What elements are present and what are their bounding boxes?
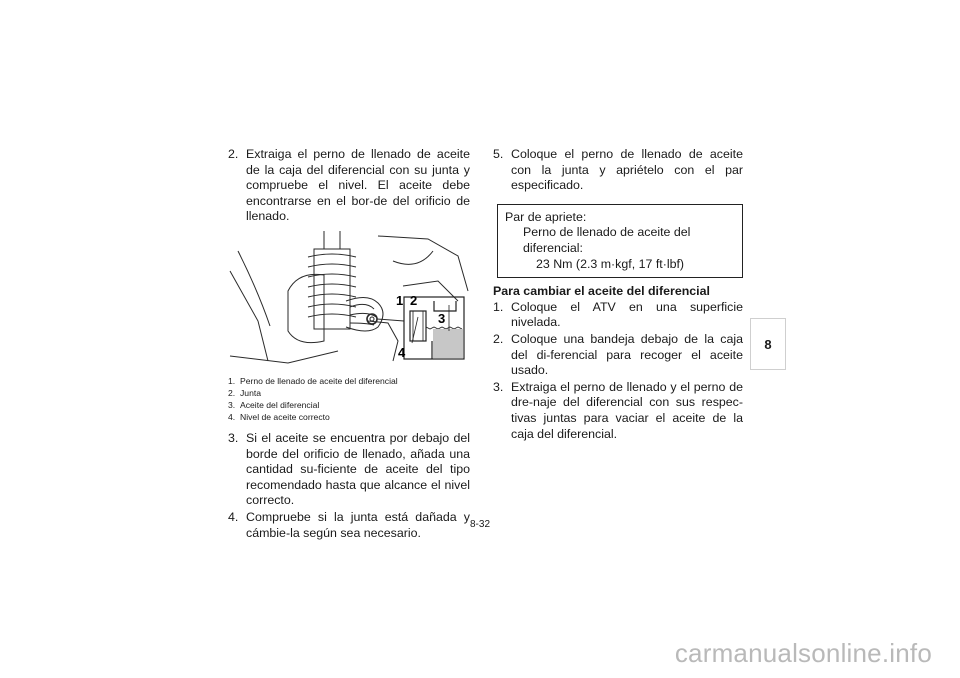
step-number: 3.: [493, 379, 504, 394]
change-step-1: [493, 300, 743, 331]
step-text: Coloque el perno de llenado de aceite con la junta y apriételo con el par especificado.: [511, 147, 743, 193]
step-number: 2.: [493, 331, 504, 346]
caption-number: 2.: [228, 387, 236, 398]
step-text: Si el aceite se encuentra por debajo del borde del orificio de llenado, añada una cantidad su-ficiente de aceite del tipo recomendado hasta que alcance el nivel correcto.: [246, 430, 470, 508]
callout-1: 1: [396, 292, 404, 308]
caption-text: Junta: [240, 387, 262, 398]
callout-4: 4: [398, 344, 406, 360]
caption-number: 1.: [228, 375, 236, 386]
step-3: [228, 431, 470, 509]
caption-text: Nivel de aceite correcto: [240, 411, 330, 422]
spec-item: Perno de llenado de aceite del diferencial:: [523, 225, 691, 255]
caption-1: [228, 375, 470, 387]
caption-4: [228, 411, 470, 423]
spec-title: Par de apriete:: [505, 209, 587, 224]
step-text: Compruebe si la junta está dañada y cámbie-la según sea necesario.: [246, 509, 470, 540]
step-text: Coloque una bandeja debajo de la caja del di-ferencial para recoger el aceite usado.: [511, 331, 743, 378]
left-column: [228, 147, 470, 541]
step-number: 4.: [228, 509, 239, 524]
oil-level-fill: [433, 329, 463, 358]
step-text: Coloque el ATV en una superficie nivelada.: [511, 299, 743, 330]
callout-2: 2: [410, 292, 418, 308]
caption-text: Perno de llenado de aceite del diferencial: [240, 375, 398, 386]
spec-value: 23 Nm (2.3 m·kgf, 17 ft·lbf): [536, 256, 685, 271]
differential-illustration: [228, 231, 470, 371]
page-number: 8-32: [469, 519, 490, 530]
caption-number: 4.: [228, 411, 236, 422]
callout-3: 3: [438, 310, 446, 326]
caption-number: 3.: [228, 399, 236, 410]
chapter-tab: 8: [750, 318, 786, 370]
change-step-3: [493, 380, 743, 442]
differential-oil-figure: [228, 231, 470, 371]
step-number: 2.: [228, 147, 239, 161]
step-text: Extraiga el perno de llenado de aceite de la caja del diferencial con su junta y compruebe el nivel. El aceite debe encontrarse en el bor-de del orificio de llenado.: [246, 147, 470, 224]
step-number: 1.: [493, 299, 504, 314]
figure-captions: [228, 375, 470, 423]
torque-spec-box: [497, 204, 743, 278]
caption-2: [228, 387, 470, 399]
step-2: [228, 147, 470, 225]
watermark: carmanualsonline.info: [674, 638, 932, 668]
caption-3: [228, 399, 470, 411]
caption-text: Aceite del diferencial: [240, 399, 320, 410]
step-number: 3.: [228, 430, 239, 445]
step-number: 5.: [493, 147, 504, 161]
right-column: [493, 147, 743, 442]
change-step-2: [493, 332, 743, 379]
step-5: [493, 147, 743, 194]
section-title: Para cambiar el aceite del diferencial: [493, 284, 710, 299]
step-text: Extraiga el perno de llenado y el perno de dre-naje del diferencial con sus respec-tivas juntas para vaciar el aceite de la caja del diferencial.: [511, 379, 743, 441]
